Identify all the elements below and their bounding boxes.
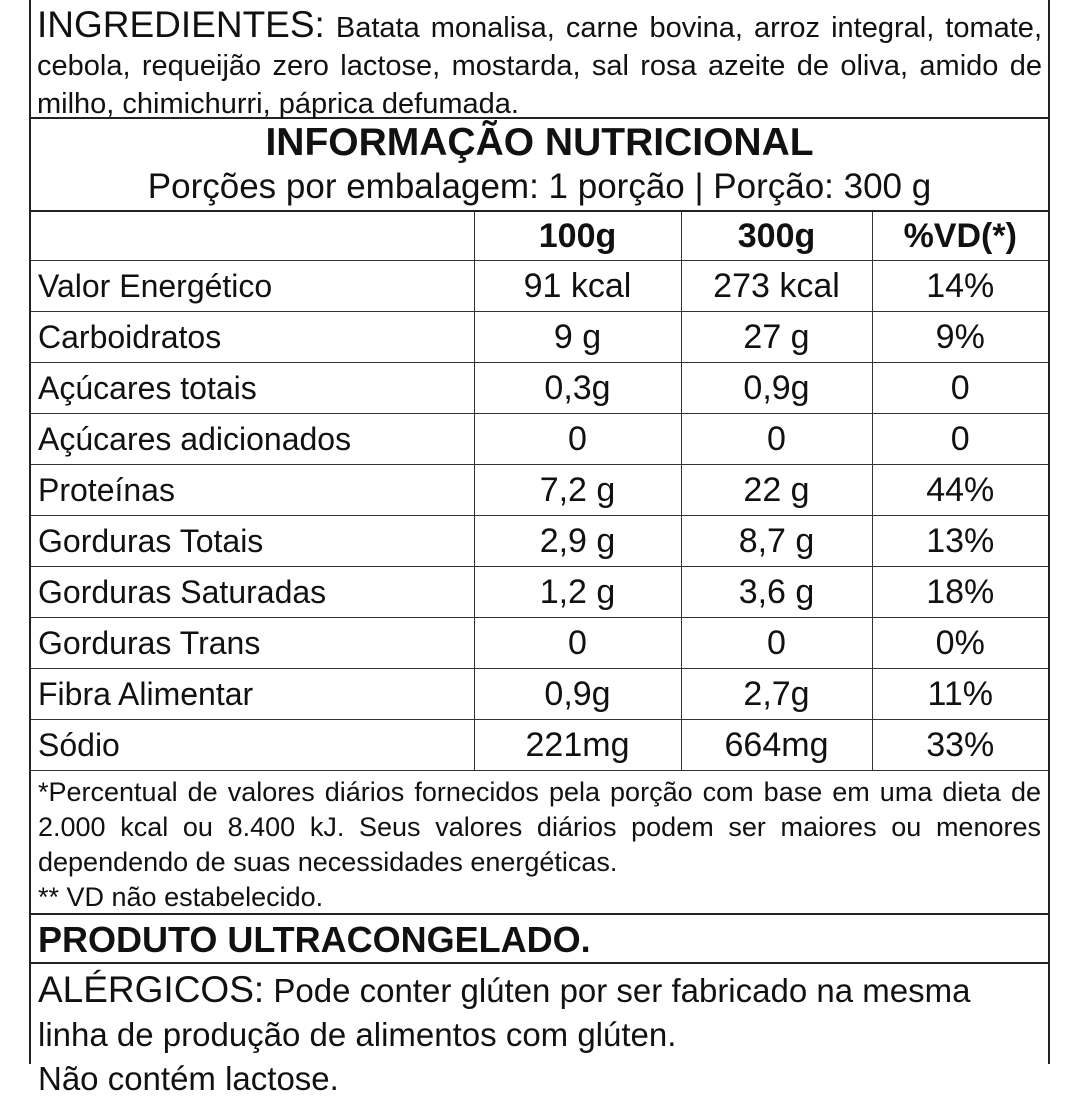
nutrition-title: INFORMAÇÃO NUTRICIONAL — [265, 121, 814, 164]
footnote-section — [31, 771, 1048, 915]
daily-value-percent: 18% — [872, 567, 1048, 618]
nutrition-table — [31, 212, 1048, 771]
value-per-300g: 3,6 g — [681, 567, 872, 618]
daily-value-percent: 13% — [872, 516, 1048, 567]
value-per-100g: 0 — [474, 414, 681, 465]
table-row — [31, 567, 1048, 618]
daily-value-percent: 11% — [872, 669, 1048, 720]
column-header-100g: 100g — [474, 212, 681, 261]
lactose-statement: Não contém lactose. — [38, 1060, 339, 1097]
value-per-300g: 2,7g — [681, 669, 872, 720]
table-row — [31, 669, 1048, 720]
nutrient-name: Açúcares adicionados — [31, 414, 474, 465]
daily-value-percent: 0 — [872, 414, 1048, 465]
daily-value-percent: 9% — [872, 312, 1048, 363]
footnote-second: ** VD não estabelecido. — [38, 882, 324, 912]
column-header-nutrient — [31, 212, 474, 261]
servings-info: Porções por embalagem: 1 porção | Porção: 300 g — [147, 167, 932, 206]
nutrient-name: Sódio — [31, 720, 474, 771]
value-per-100g: 1,2 g — [474, 567, 681, 618]
daily-value-percent: 0% — [872, 618, 1048, 669]
nutrition-table-body — [31, 261, 1048, 771]
value-per-300g: 273 kcal — [681, 261, 872, 312]
column-header-vd: %VD(*) — [872, 212, 1048, 261]
allergens-title: ALÉRGICOS: — [38, 969, 265, 1010]
table-row — [31, 516, 1048, 567]
ingredients-title: INGREDIENTES: — [37, 4, 325, 45]
nutrient-name: Carboidratos — [31, 312, 474, 363]
daily-value-percent: 44% — [872, 465, 1048, 516]
value-per-300g: 22 g — [681, 465, 872, 516]
daily-value-percent: 14% — [872, 261, 1048, 312]
value-per-300g: 8,7 g — [681, 516, 872, 567]
table-row — [31, 363, 1048, 414]
value-per-300g: 27 g — [681, 312, 872, 363]
nutrient-name: Valor Energético — [31, 261, 474, 312]
frozen-notice: PRODUTO ULTRACONGELADO. — [31, 915, 1048, 964]
value-per-100g: 221mg — [474, 720, 681, 771]
column-header-300g: 300g — [681, 212, 872, 261]
allergens-text: Pode conter glúten por ser fabricado na mesma linha de produção de alimentos com glúten. — [38, 972, 971, 1053]
table-row — [31, 312, 1048, 363]
allergens-section — [31, 964, 1048, 1101]
value-per-100g: 9 g — [474, 312, 681, 363]
nutrient-name: Proteínas — [31, 465, 474, 516]
nutrition-label — [29, 0, 1050, 1097]
table-row — [31, 465, 1048, 516]
table-row — [31, 414, 1048, 465]
nutrient-name: Gorduras Totais — [31, 516, 474, 567]
value-per-100g: 91 kcal — [474, 261, 681, 312]
value-per-100g: 7,2 g — [474, 465, 681, 516]
nutrient-name: Fibra Alimentar — [31, 669, 474, 720]
value-per-100g: 0,3g — [474, 363, 681, 414]
nutrient-name: Açúcares totais — [31, 363, 474, 414]
table-row — [31, 618, 1048, 669]
table-header-row — [31, 212, 1048, 261]
table-row — [31, 261, 1048, 312]
value-per-300g: 0,9g — [681, 363, 872, 414]
nutrient-name: Gorduras Saturadas — [31, 567, 474, 618]
value-per-100g: 2,9 g — [474, 516, 681, 567]
table-row — [31, 720, 1048, 771]
value-per-100g: 0,9g — [474, 669, 681, 720]
value-per-300g: 0 — [681, 618, 872, 669]
ingredients-text: Batata monalisa, carne bovina, arroz integral, tomate, cebola, requeijão zero lactose, mostarda, sal rosa azeite de oliva, amido de milho, chimichurri, páprica defumada. — [37, 12, 1042, 120]
value-per-300g: 664mg — [681, 720, 872, 771]
value-per-300g: 0 — [681, 414, 872, 465]
ingredients-section — [31, 0, 1048, 119]
daily-value-percent: 0 — [872, 363, 1048, 414]
nutrient-name: Gorduras Trans — [31, 618, 474, 669]
footnote-main: *Percentual de valores diários fornecidos pela porção com base em uma dieta de 2.000 kcal ou 8.400 kJ. Seus valores diários podem ser maiores ou menores dependendo de suas necessidades energéticas. — [38, 777, 1041, 877]
daily-value-percent: 33% — [872, 720, 1048, 771]
nutrition-header — [31, 119, 1048, 212]
value-per-100g: 0 — [474, 618, 681, 669]
